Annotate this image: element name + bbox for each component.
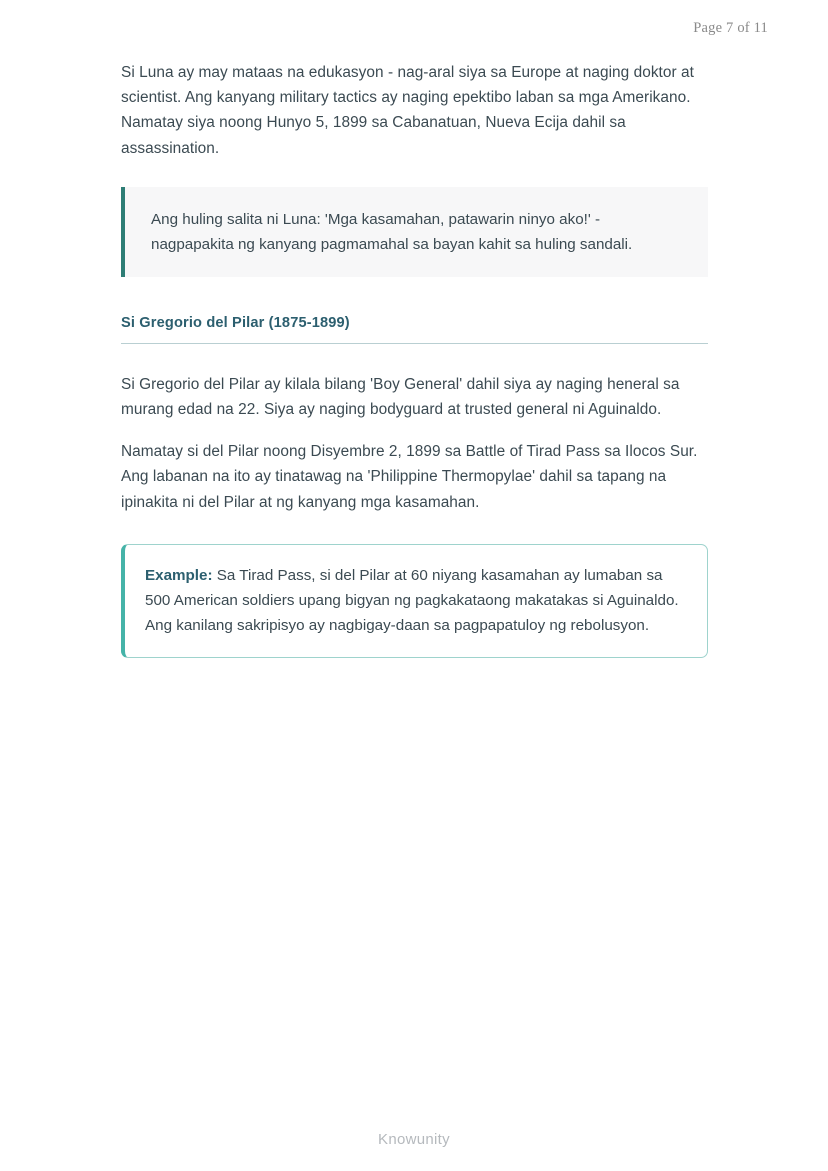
quote-callout-text: Ang huling salita ni Luna: 'Mga kasamahan, patawarin ninyo ako!' - nagpapakita ng kanyang pagmamahal sa bayan kahit sa huling sandali. — [151, 210, 633, 253]
section-heading-group — [121, 315, 708, 344]
example-callout — [121, 544, 708, 658]
example-callout-text — [145, 563, 685, 638]
paragraph-tirad-pass: Namatay si del Pilar noong Disyembre 2, 1899 sa Battle of Tirad Pass sa Ilocos Sur. Ang labanan na ito ay tinatawag na 'Philippine Thermopylae' dahil sa tapang na ipinakita ni del Pilar at ng kanyang mga kasamahan. — [121, 443, 698, 511]
example-label: Example: — [145, 566, 213, 584]
page-whitespace — [0, 882, 828, 1107]
document-content — [0, 56, 828, 882]
quote-callout — [121, 187, 708, 277]
page-footer — [0, 1107, 828, 1171]
paragraph-luna-biography: Si Luna ay may mataas na edukasyon - nag-aral siya sa Europe at naging doktor at scientist. Ang kanyang military tactics ay naging epektibo laban sa mga Amerikano. Namatay siya noong Hunyo 5, 1899 sa Cabanatuan, Nueva Ecija dahil sa assassination. — [121, 64, 694, 157]
brand-watermark: Knowunity — [378, 1130, 450, 1148]
example-body-text: Sa Tirad Pass, si del Pilar at 60 niyang kasamahan ay lumaban sa 500 American soldiers upang bigyan ng pagkakataong makatakas si Aguinaldo. Ang kanilang sakripisyo ay nagbigay-daan sa pagpapatuloy ng rebolusyon. — [145, 566, 679, 634]
section-heading-gregorio-del-pilar: Si Gregorio del Pilar (1875-1899) — [121, 314, 350, 331]
paragraph-boy-general: Si Gregorio del Pilar ay kilala bilang 'Boy General' dahil siya ay naging heneral sa murang edad na 22. Siya ay naging bodyguard at trusted general ni Aguinaldo. — [121, 375, 680, 419]
heading-divider — [121, 343, 708, 344]
page-header — [0, 0, 828, 56]
page-number-label: Page 7 of 11 — [693, 20, 768, 36]
